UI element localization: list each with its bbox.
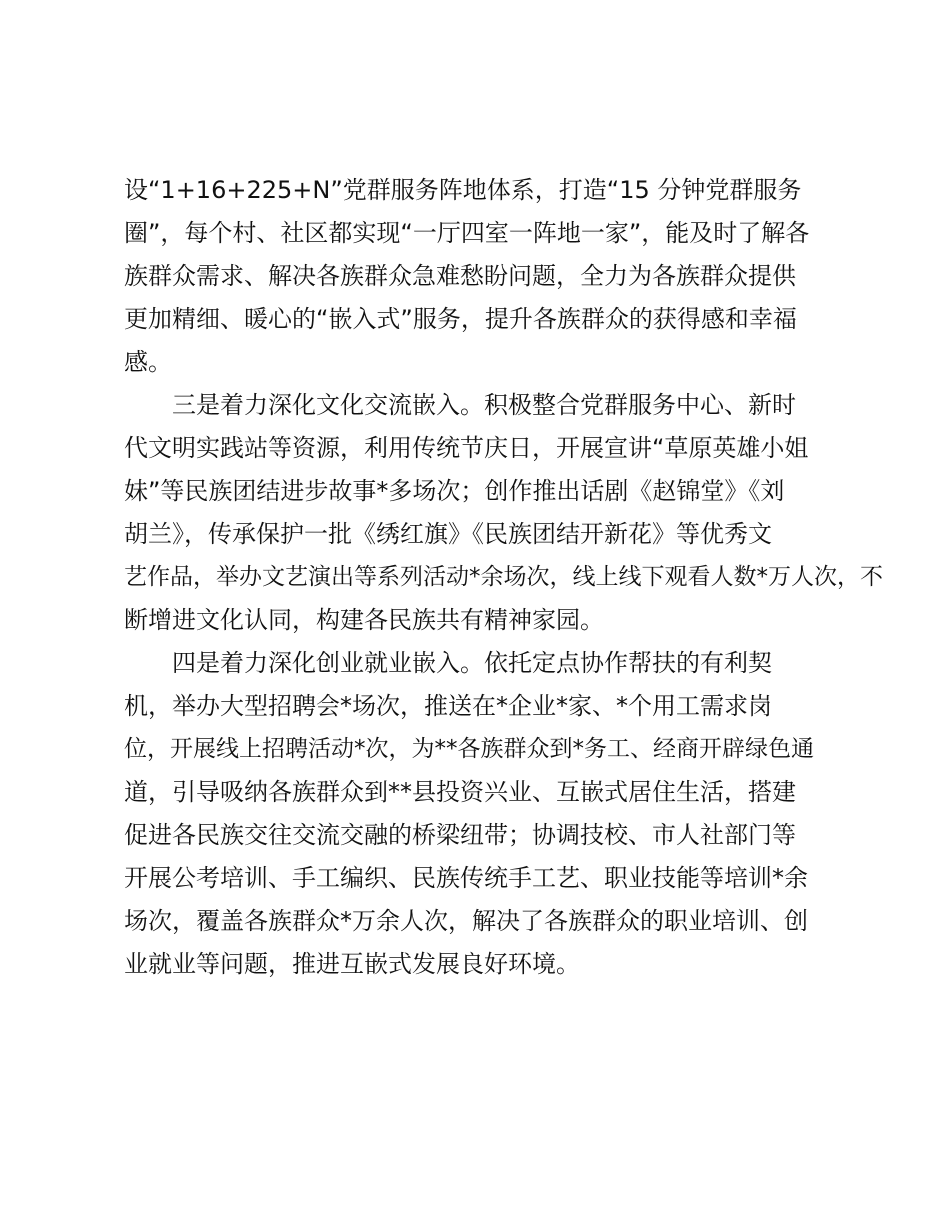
paragraph-line: 圈”，每个村、社区都实现“一厅四室一阵地一家”，能及时了解各: [124, 219, 810, 247]
paragraph-line: 三是着力深化文化交流嵌入。积极整合党群服务中心、新时: [172, 391, 796, 419]
paragraph-line: 促进各民族交往交流交融的桥梁纽带；协调技校、市人社部门等: [124, 821, 796, 849]
paragraph-line: 代文明实践站等资源，利用传统节庆日，开展宣讲“草原英雄小姐: [124, 434, 809, 462]
paragraph-line: 设“1+16+225+N”党群服务阵地体系，打造“15 分钟党群服务: [124, 176, 802, 204]
paragraph-line: 位，开展线上招聘活动*次，为**各族群众到*务工、经商开辟绿色通: [124, 736, 814, 762]
paragraph-line: 四是着力深化创业就业嵌入。依托定点协作帮扶的有利契: [172, 649, 772, 677]
paragraph-line: 艺作品，举办文艺演出等系列活动*余场次，线上线下观看人数*万人次，不: [124, 564, 883, 590]
paragraph-line: 胡兰》，传承保护一批《绣红旗》《民族团结开新花》等优秀文: [124, 520, 772, 548]
paragraph-line: 妹”等民族团结进步故事*多场次；创作推出话剧《赵锦堂》《刘: [124, 477, 785, 505]
paragraph-line: 机，举办大型招聘会*场次，推送在*企业*家、*个用工需求岗: [124, 692, 772, 720]
paragraph-line: 道，引导吸纳各族群众到**县投资兴业、互嵌式居住生活，搭建: [124, 778, 796, 806]
paragraph-line: 场次，覆盖各族群众*万余人次，解决了各族群众的职业培训、创: [124, 907, 808, 935]
paragraph-line: 断增进文化认同，构建各民族共有精神家园。: [124, 606, 604, 634]
paragraph-line: 感。: [124, 348, 172, 376]
paragraph-line: 开展公考培训、手工编织、民族传统手工艺、职业技能等培训*余: [124, 864, 808, 892]
paragraph-line: 更加精细、暖心的“嵌入式”服务，提升各族群众的获得感和幸福: [124, 305, 797, 333]
paragraph-line: 族群众需求、解决各族群众急难愁盼问题，全力为各族群众提供: [124, 262, 796, 290]
paragraph-line: 业就业等问题，推进互嵌式发展良好环境。: [124, 950, 580, 978]
